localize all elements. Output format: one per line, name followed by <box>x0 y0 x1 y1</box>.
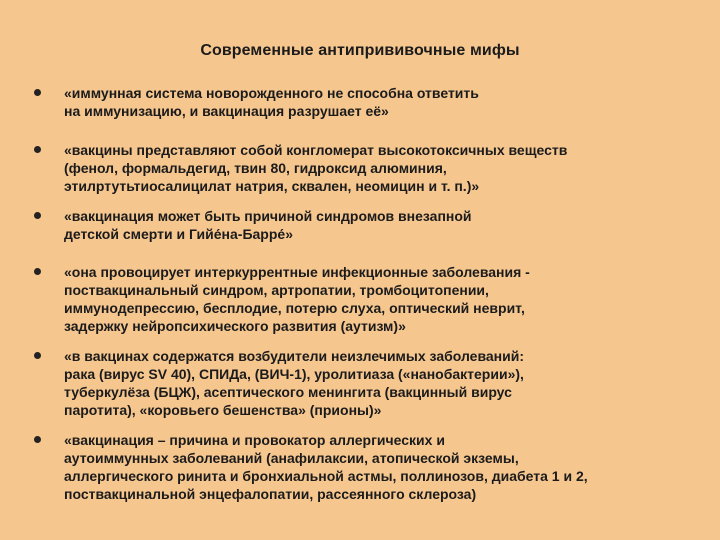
bullet-icon <box>34 89 41 96</box>
bullet-text: «вакцинация – причина и провокатор аллергических и аутоиммунных заболеваний (анафилаксии, атопической экземы, аллергического ринита и бронхиальной астмы, поллинозов, диабета 1 и 2, поствакцинальной энцефалопатии, рассеянного склероза) <box>64 432 588 502</box>
bullet-text: «вакцинация может быть причиной синдромов внезапной детской смерти и Гийе́на-Барре́» <box>64 208 472 242</box>
bullet-icon <box>34 436 41 443</box>
bullet-text: «в вакцинах содержатся возбудители неизлечимых заболеваний: рака (вирус SV 40), СПИДа, (ВИЧ-1), уролитиаза («нанобактерии»), туберкулёза (БЦЖ), асептического менингита (вакцинный вирус паротита), «коровьего бешенства» (прионы)» <box>64 348 524 418</box>
bullet-text: «вакцины представляют собой конгломерат высокотоксичных веществ (фенол, формальдегид, твин 80, гидроксид алюминия, этилртутьтиосалицилат натрия, сквален, неомицин и т. п.)» <box>64 142 568 194</box>
bullet-text: «она провоцирует интеркуррентные инфекционные заболевания - поствакцинальный синдром, артропатии, тромбоцитопении, иммунодепрессию, бесплодие, потерю слуха, оптический неврит, задержку нейропсихического развития (аутизм)» <box>64 264 530 334</box>
slide-title: Современные антипрививочные мифы <box>200 42 520 59</box>
bullet-icon <box>34 352 41 359</box>
bullet-icon <box>34 212 41 219</box>
bullet-icon <box>34 268 41 275</box>
bullet-icon <box>34 146 41 153</box>
bullet-text: «иммунная система новорожденного не способна ответить на иммунизацию, и вакцинация разрушает её» <box>64 85 479 119</box>
